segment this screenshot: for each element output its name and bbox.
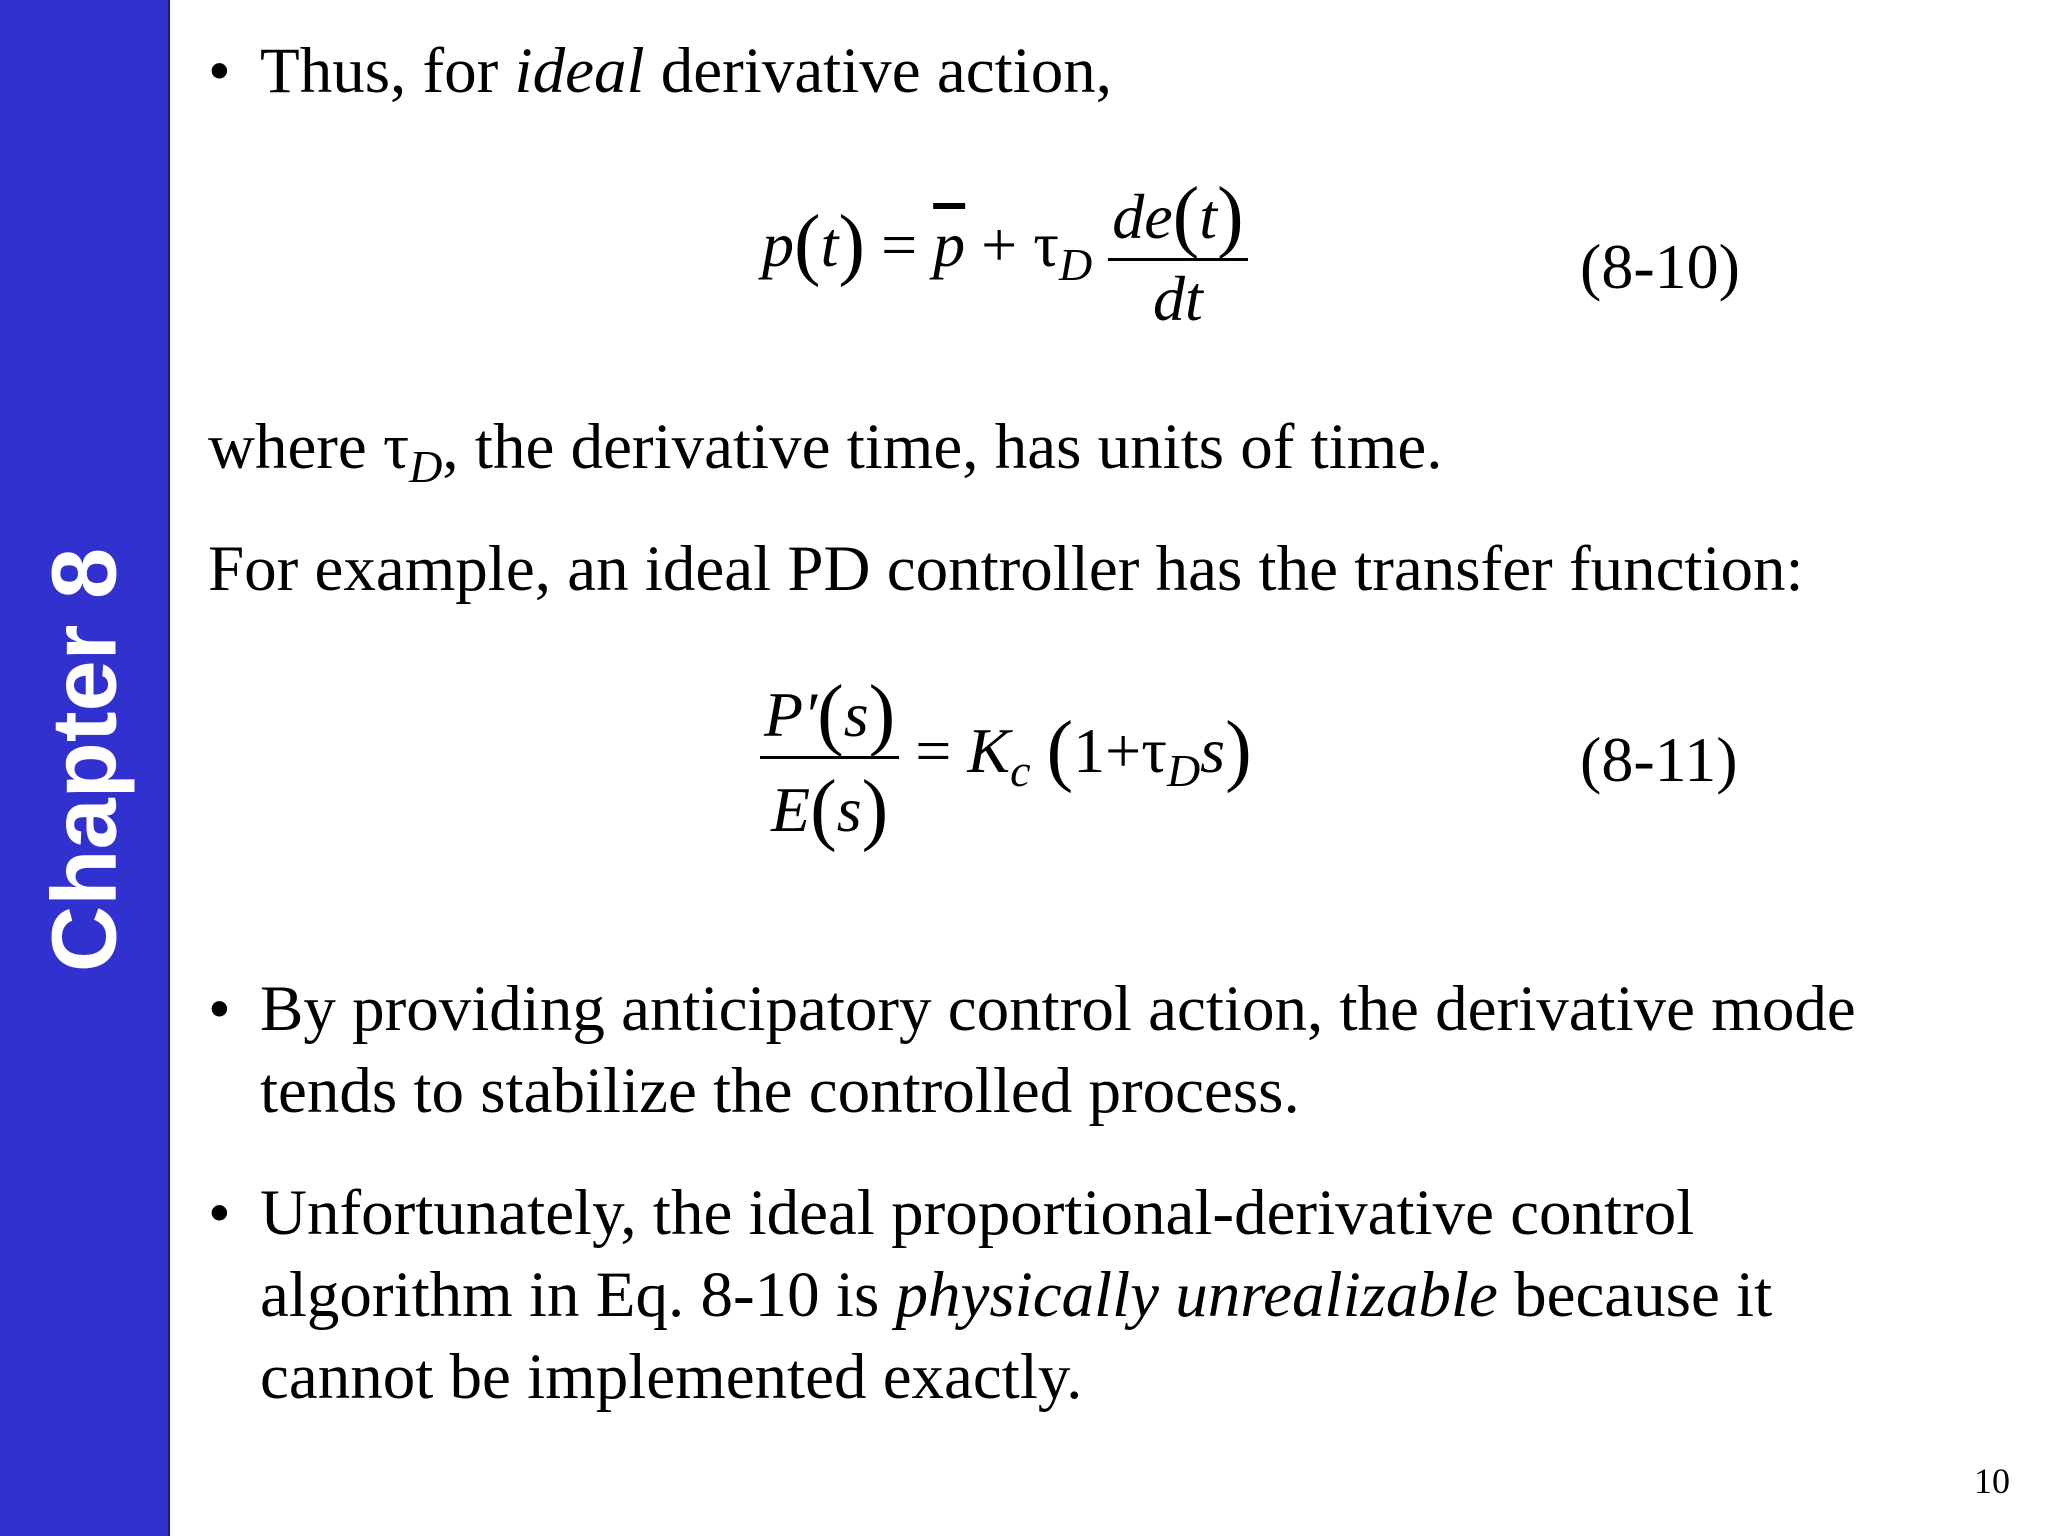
- eq2-tau-sub: D: [1166, 745, 1201, 797]
- intro-line: [260, 30, 1112, 112]
- eq1-tau-sub: D: [1058, 239, 1093, 291]
- physically-unrealizable-emphasis: physically unrealizable: [895, 1259, 1498, 1331]
- eq2-plus: +: [1105, 715, 1142, 787]
- eq2-K: K: [967, 715, 1011, 787]
- equation-8-11: $\frac{P'(s)}{E(s)}$ = $K_c$ $(1+\tau_Ds)$: [760, 670, 1252, 845]
- bullet-2-line-2: tends to stabilize the controlled process.: [260, 1055, 1300, 1127]
- bullet-2: •: [208, 973, 231, 1045]
- equation-number-8-11: (8-11): [1580, 724, 1738, 795]
- chapter-sidebar: [0, 0, 170, 1536]
- where-line: where $\tau_D$, the derivative time, has units of time.: [208, 411, 1443, 492]
- eq2-numerator: P′(s): [764, 670, 896, 758]
- eq1-p: p: [762, 209, 794, 281]
- eq1-plus: +: [981, 209, 1018, 281]
- eq1-denominator: dt: [1108, 258, 1247, 331]
- bullet-3-line-2: algorithm in Eq. 8-10 is physically unrealizable because it: [260, 1259, 1773, 1331]
- eq2-K-sub: c: [1010, 745, 1031, 797]
- intro-text-emphasis: ideal: [514, 35, 645, 107]
- intro-text-pre: Thus, for: [260, 35, 515, 107]
- eq1-equals: =: [881, 209, 918, 281]
- eq1-fraction: [1108, 172, 1247, 334]
- eq2-s: s: [1200, 715, 1226, 787]
- bullet-3-line-1: Unfortunately, the ideal proportional-derivative control: [260, 1177, 1695, 1249]
- eq2-equals: =: [915, 715, 952, 787]
- intro-text-post: derivative action,: [644, 35, 1112, 107]
- bullet-3-line-3: cannot be implemented exactly.: [260, 1341, 1083, 1413]
- page-number: 10: [1974, 1461, 2010, 1501]
- bullet-1: •: [208, 35, 231, 107]
- eq2-one: 1: [1073, 715, 1106, 787]
- equation-number-8-10: (8-10): [1580, 231, 1740, 302]
- where-tau-sub: D: [409, 441, 443, 492]
- where-tau: τ: [383, 411, 410, 483]
- bullet-3: •: [208, 1177, 231, 1249]
- eq2-fraction: [760, 670, 899, 853]
- example-line: For example, an ideal PD controller has the transfer function:: [208, 533, 1804, 605]
- eq2-tau: τ: [1141, 715, 1167, 787]
- chapter-label: Chapter 8: [33, 547, 136, 973]
- eq1-tau: τ: [1033, 209, 1059, 281]
- eq2-denominator: E(s): [760, 756, 899, 845]
- equation-8-10: $p(t) = \overline{p} + \tau_D$ $\frac{de(t)}{dt}$: [762, 172, 1248, 331]
- eq1-numerator: de(t): [1112, 172, 1244, 260]
- eq1-t: t: [820, 209, 839, 281]
- eq1-pbar: $\overline{p}$: [933, 209, 966, 281]
- bullet-2-line-1: By providing anticipatory control action, the derivative mode: [260, 973, 1856, 1045]
